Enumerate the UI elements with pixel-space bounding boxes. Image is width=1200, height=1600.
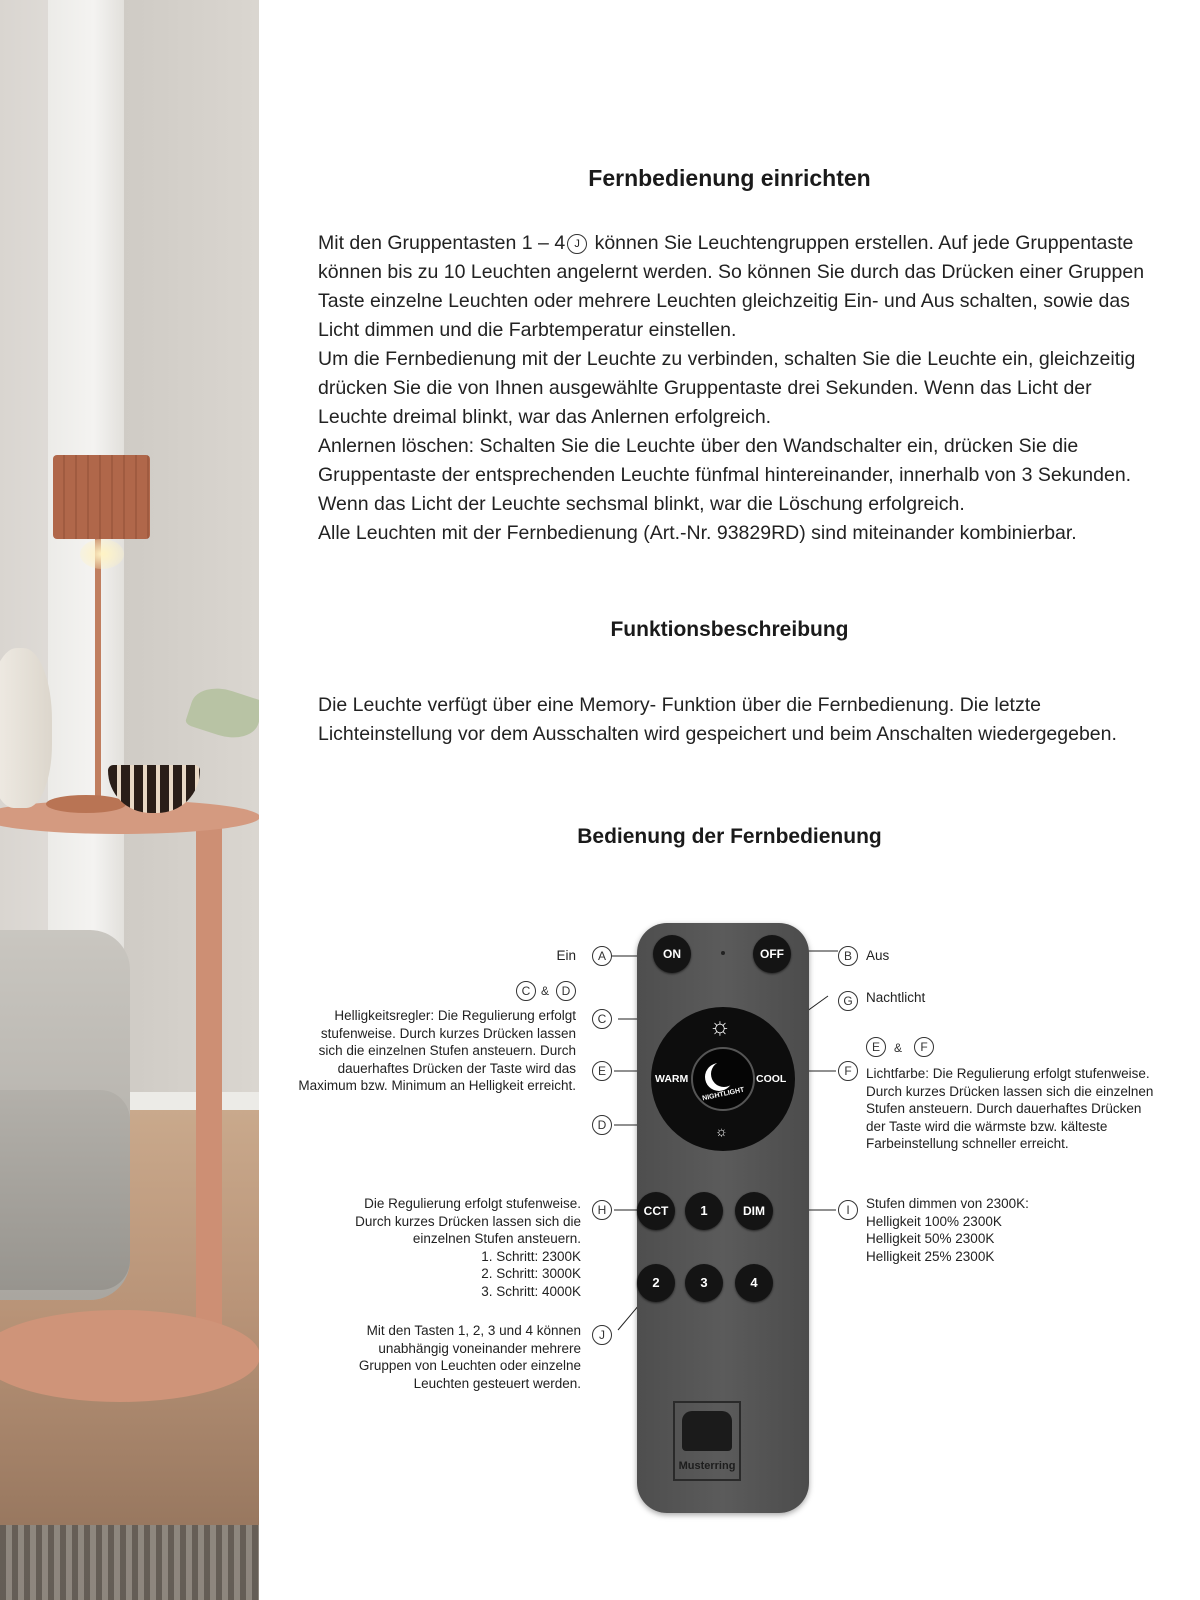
callout-d: D: [592, 1115, 612, 1135]
light-color-description: Lichtfarbe: Die Regulierung erfolgt stufenweise. Durch kurzes Drücken lassen sich die einzelnen Stufen ansteuern. Durch dauerhaftes Drücken der Taste wird die wärmste bzw. kälteste Farbeinstellung schneller erreicht.: [866, 1066, 1154, 1151]
callout-f: F: [838, 1061, 858, 1081]
cct-description: [316, 1195, 581, 1300]
cct-line-3: einzelnen Stufen ansteuern.: [412, 1231, 581, 1246]
function-description: Die Leuchte verfügt über eine Memory- Funktion über die Fernbedienung. Die letzte Lichteinstellung vor dem Ausschalten wird gespeichert und beim Anschalten wiedergegeben.: [318, 694, 1117, 745]
cct-button[interactable]: CCT: [637, 1192, 675, 1230]
callout-a: A: [592, 946, 612, 966]
cct-step-3: 3. Schritt: 4000K: [481, 1283, 581, 1299]
warm-button[interactable]: WARM: [655, 1073, 689, 1085]
musterring-logo: [673, 1401, 741, 1481]
dim-line-3: Helligkeit 50% 2300K: [866, 1231, 995, 1246]
sun-bright-icon[interactable]: ☼: [709, 1013, 731, 1040]
label-off-text: Aus: [866, 948, 890, 963]
setup-delete: Anlernen löschen: Schalten Sie die Leuchte über den Wandschalter ein, drücken Sie die Gruppentaste der entsprechenden Leuchte fünfmal hintereinander, innerhalb von 3 Sekunden. Wenn das Licht der Leuchte sechsmal blinkt, war die Löschung erfolgreich.: [318, 435, 1132, 515]
dim-description: [866, 1195, 1096, 1265]
callout-i: I: [838, 1200, 858, 1220]
callout-e-top: E: [866, 1037, 886, 1057]
dim-button[interactable]: DIM: [735, 1192, 773, 1230]
dim-line-4: Helligkeit 25% 2300K: [866, 1248, 995, 1264]
cct-line-1: Die Regulierung erfolgt stufenweise.: [364, 1196, 581, 1211]
callout-c-top: C: [516, 981, 536, 1001]
setup-intro-start: Mit den Gruppentasten 1 – 4: [318, 232, 566, 254]
off-button[interactable]: OFF: [753, 935, 791, 973]
callout-d-top: D: [556, 981, 576, 1001]
label-on-text: Ein: [556, 948, 576, 963]
brightness-description: Helligkeitsregler: Die Regulierung erfolgt stufenweise. Durch kurzes Drücken lassen sich die einzelnen Stufen ansteuern. Durch dauerhaftes Drücken der Taste wird das Maximum bzw. Minimum an Helligkeit erreicht.: [298, 1008, 576, 1093]
cct-step-1: 1. Schritt: 2300K: [481, 1248, 581, 1264]
callout-b: B: [838, 946, 858, 966]
dim-line-2: Helligkeit 100% 2300K: [866, 1213, 1002, 1229]
cct-step-2: 2. Schritt: 3000K: [481, 1266, 581, 1281]
label-nightlight-text: Nachtlicht: [866, 990, 926, 1005]
group-buttons-ref: J: [567, 234, 587, 254]
setup-heading: Fernbedienung einrichten: [588, 165, 871, 191]
callout-c: C: [592, 1009, 612, 1029]
cct-line-2: Durch kurzes Drücken lassen sich die: [355, 1213, 581, 1229]
group-buttons-description: Mit den Tasten 1, 2, 3 und 4 können unabhängig voneinander mehrere Gruppen von Leuchten oder einzelne Leuchten gesteuert werden.: [358, 1323, 581, 1391]
remote-control: [637, 923, 809, 1513]
ampersand-ef: &: [894, 1041, 903, 1055]
setup-combine: Alle Leuchten mit der Fernbedienung (Art.-Nr. 93829RD) sind miteinander kombinierbar.: [318, 522, 1077, 544]
setup-intro-rest: können Sie Leuchtengruppen erstellen. Auf jede Gruppentaste können bis zu 10 Leuchten angelernt werden. So können Sie durch das Drücken einer Gruppen Taste einzelne Leuchten oder mehrere Leuchten gleichzeitig Ein- und Aus schalten, sowie das Licht dimmen und die Farbtemperatur einstellen.: [318, 232, 1145, 341]
cool-button[interactable]: COOL: [756, 1073, 787, 1085]
nightlight-button[interactable]: [691, 1047, 755, 1111]
on-button[interactable]: ON: [653, 935, 691, 973]
group-1-button[interactable]: 1: [685, 1192, 723, 1230]
function-heading: Funktionsbeschreibung: [610, 618, 849, 641]
callout-g: G: [838, 991, 858, 1011]
callout-f-top: F: [914, 1037, 934, 1057]
nightlight-label: NIGHTLIGHT: [701, 1086, 746, 1103]
sun-dim-icon[interactable]: ☼: [715, 1123, 728, 1139]
dim-line-1: Stufen dimmen von 2300K:: [866, 1196, 1029, 1211]
setup-connect: Um die Fernbedienung mit der Leuchte zu verbinden, schalten Sie die Leuchte ein, gleichzeitig drücken Sie die von Ihnen ausgewählte Gruppentaste drei Sekunden. Wenn das Licht der Leuchte dreimal blinkt, war das Anlernen erfolgreich.: [318, 348, 1136, 428]
callout-e: E: [592, 1061, 612, 1081]
group-3-button[interactable]: 3: [685, 1264, 723, 1302]
control-ring: [651, 1007, 795, 1151]
status-led: [721, 951, 725, 955]
moon-icon: [711, 1061, 737, 1087]
group-4-button[interactable]: 4: [735, 1264, 773, 1302]
brand-name: Musterring: [678, 1460, 736, 1472]
ampersand-cd: &: [541, 984, 550, 998]
group-2-button[interactable]: 2: [637, 1264, 675, 1302]
callout-j: J: [592, 1325, 612, 1345]
operation-heading: Bedienung der Fernbedienung: [577, 825, 882, 848]
callout-h: H: [592, 1200, 612, 1220]
